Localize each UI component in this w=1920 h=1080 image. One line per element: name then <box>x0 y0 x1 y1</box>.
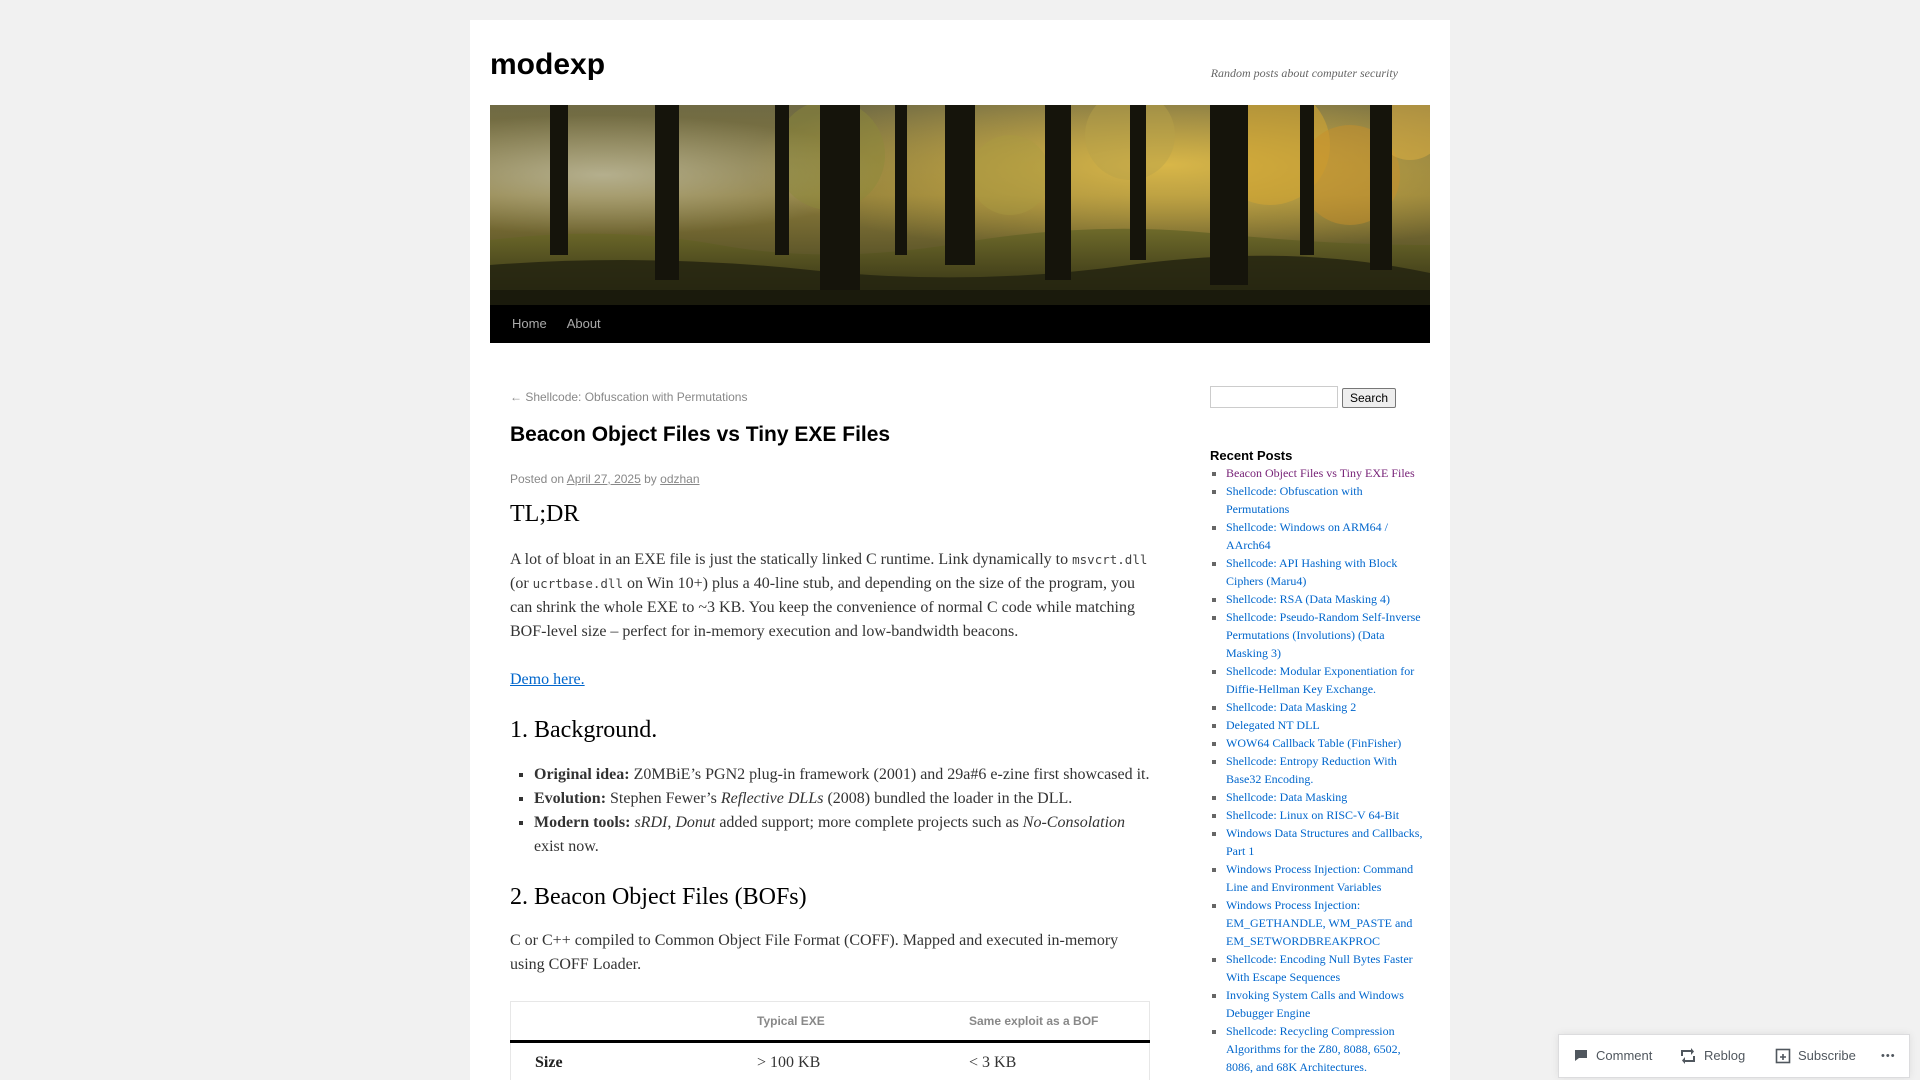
recent-post-link[interactable]: Shellcode: Linux on RISC-V 64-Bit <box>1226 808 1400 822</box>
comment-button[interactable] <box>1573 1035 1652 1077</box>
table-header-cell <box>511 1002 734 1042</box>
list-item <box>1226 824 1426 860</box>
list-item <box>1226 986 1426 1022</box>
code-ucrtbase: ucrtbase.dll <box>532 575 623 591</box>
demo-paragraph <box>510 668 1150 692</box>
menu-item-home[interactable]: Home <box>512 316 547 331</box>
recent-post-link[interactable]: Shellcode: Entropy Reduction With Base32 Encoding. <box>1226 754 1397 786</box>
comment-label: Comment <box>1596 1048 1653 1063</box>
list-item <box>1226 482 1426 518</box>
table-header-cell: Typical EXE <box>733 1002 945 1042</box>
list-item-emphasis: No-Consolation <box>1022 813 1126 831</box>
list-item <box>534 763 1150 787</box>
list-item <box>1226 806 1426 824</box>
list-item <box>1226 1022 1426 1076</box>
header-image <box>490 105 1430 305</box>
comment-icon <box>1573 1048 1589 1064</box>
by-label: by <box>644 472 657 486</box>
code-msvcrt: msvcrt.dll <box>1072 551 1148 567</box>
list-item-text: (2008) bundled the loader in the DLL. <box>827 789 1073 807</box>
list-item-emphasis: sRDI <box>634 813 668 831</box>
previous-post-link[interactable]: ← Shellcode: Obfuscation with Permutations <box>510 390 748 404</box>
recent-post-link[interactable]: Windows Process Injection: Command Line and Environment Variables <box>1226 862 1414 894</box>
tldr-text-1: A lot of bloat in an EXE file is just the statically linked C runtime. Link dynamically to <box>510 550 1069 568</box>
list-item <box>1226 752 1426 788</box>
recent-posts-list <box>1210 464 1426 1076</box>
recent-post-link[interactable]: Shellcode: Encoding Null Bytes Faster With Escape Sequences <box>1226 952 1413 984</box>
recent-post-link[interactable]: Shellcode: Recycling Compression Algorithms for the Z80, 8088, 6502, 8086, and 68K Architectures. <box>1226 1024 1401 1074</box>
comparison-table <box>510 1001 1150 1080</box>
background-heading: 1. Background. <box>510 716 658 743</box>
recent-post-link[interactable]: Beacon Object Files vs Tiny EXE Files <box>1226 466 1415 480</box>
reblog-button[interactable] <box>1679 1035 1745 1077</box>
recent-post-link[interactable]: Shellcode: Pseudo-Random Self-Inverse Permutations (Involutions) (Data Masking 3) <box>1226 610 1421 660</box>
author-link[interactable]: odzhan <box>660 472 700 486</box>
background-list <box>510 763 1150 859</box>
page-wrapper <box>470 20 1450 1080</box>
list-item-text: Z0MBiE’s PGN2 plug-in framework (2001) and 29a#6 e-zine first showcased it. <box>633 765 1150 783</box>
list-item <box>1226 590 1426 608</box>
post-meta <box>510 472 700 486</box>
subscribe-button[interactable] <box>1775 1035 1856 1077</box>
recent-post-link[interactable]: Delegated NT DLL <box>1226 718 1320 732</box>
table-cell: < 3 KB <box>969 1054 1017 1072</box>
list-item <box>1226 896 1426 950</box>
table-row <box>511 1042 1150 1080</box>
recent-post-link[interactable]: Windows Process Injection: EM_GETHANDLE, WM_PASTE and EM_SETWORDBREAKPROC <box>1226 898 1413 948</box>
entry-content <box>510 500 1150 1080</box>
list-item <box>1226 518 1426 554</box>
main-menu <box>490 305 1430 343</box>
list-item <box>1226 698 1426 716</box>
list-item <box>1226 860 1426 896</box>
list-item-emphasis: Reflective DLLs <box>720 789 824 807</box>
post-title: Beacon Object Files vs Tiny EXE Files <box>510 423 891 446</box>
reblog-icon <box>1679 1048 1697 1064</box>
table-header-cell: Same exploit as a BOF <box>945 1002 1150 1042</box>
demo-link[interactable]: Demo here. <box>510 670 585 688</box>
tldr-paragraph <box>510 548 1150 644</box>
recent-post-link[interactable]: Windows Data Structures and Callbacks, Part 1 <box>1226 826 1423 858</box>
recent-post-link[interactable]: Shellcode: API Hashing with Block Ciphers (Maru4) <box>1226 556 1398 588</box>
bof-heading: 2. Beacon Object Files (BOFs) <box>510 883 807 910</box>
tldr-text-2: (or <box>510 574 529 592</box>
recent-post-link[interactable]: Shellcode: Data Masking <box>1226 790 1348 804</box>
posted-on-label: Posted on <box>510 472 565 486</box>
list-item <box>1226 950 1426 986</box>
subscribe-icon <box>1775 1048 1791 1064</box>
list-item-label: Original idea: <box>534 765 630 783</box>
bof-paragraph: C or C++ compiled to Common Object File Format (COFF). Mapped and executed in-memory using COFF Loader. <box>510 932 1119 974</box>
recent-post-link[interactable]: Shellcode: Data Masking 2 <box>1226 700 1357 714</box>
list-item <box>1226 734 1426 752</box>
list-item-text: exist now. <box>534 837 599 855</box>
list-item-separator: , <box>667 813 672 831</box>
post-date-link[interactable]: April 27, 2025 <box>566 472 641 486</box>
recent-post-link[interactable]: Shellcode: Modular Exponentiation for Diffie-Hellman Key Exchange. <box>1226 664 1415 696</box>
more-options-button[interactable] <box>1881 1035 1896 1077</box>
table-cell: Size <box>535 1054 563 1072</box>
list-item <box>1226 464 1426 482</box>
recent-post-link[interactable]: Shellcode: RSA (Data Masking 4) <box>1226 592 1390 606</box>
subscribe-label: Subscribe <box>1798 1048 1856 1063</box>
list-item-label: Evolution: <box>534 789 607 807</box>
search-input[interactable] <box>1210 386 1338 408</box>
list-item-text: Stephen Fewer’s <box>610 789 717 807</box>
recent-post-link[interactable]: Shellcode: Obfuscation with Permutations <box>1226 484 1363 516</box>
more-icon: ••• <box>1881 1050 1896 1062</box>
tldr-text-3: on Win 10+) plus a 40-line stub, and depending on the size of the program, you can shrink the whole EXE to ~3 KB. You keep the convenience of normal C code while matching BOF-level size – perfect for in-memory execution and low-bandwidth beacons. <box>510 574 1135 640</box>
list-item <box>534 787 1150 811</box>
recent-post-link[interactable]: Invoking System Calls and Windows Debugger Engine <box>1226 988 1404 1020</box>
list-item <box>1226 716 1426 734</box>
recent-post-link[interactable]: WOW64 Callback Table (FinFisher) <box>1226 736 1402 750</box>
search-button[interactable]: Search <box>1342 388 1396 408</box>
recent-post-link[interactable]: Shellcode: Windows on ARM64 / AArch64 <box>1226 520 1388 552</box>
site-description: Random posts about computer security <box>1210 66 1398 80</box>
list-item-text: added support; more complete projects such as <box>719 813 1019 831</box>
tldr-heading: TL;DR <box>510 501 580 527</box>
table-cell: > 100 KB <box>757 1054 821 1072</box>
list-item <box>1226 788 1426 806</box>
recent-posts-title: Recent Posts <box>1210 448 1293 463</box>
site-title[interactable]: modexp <box>490 48 606 81</box>
list-item <box>1226 608 1426 662</box>
reblog-label: Reblog <box>1704 1048 1746 1063</box>
table-header-row <box>511 1002 1150 1042</box>
list-item <box>534 811 1150 859</box>
action-bar <box>1558 1034 1910 1078</box>
list-item <box>1226 554 1426 590</box>
list-item <box>1226 662 1426 698</box>
menu-item-about[interactable]: About <box>566 316 601 331</box>
list-item-label: Modern tools: <box>534 813 631 831</box>
list-item-emphasis: Donut <box>675 813 716 831</box>
